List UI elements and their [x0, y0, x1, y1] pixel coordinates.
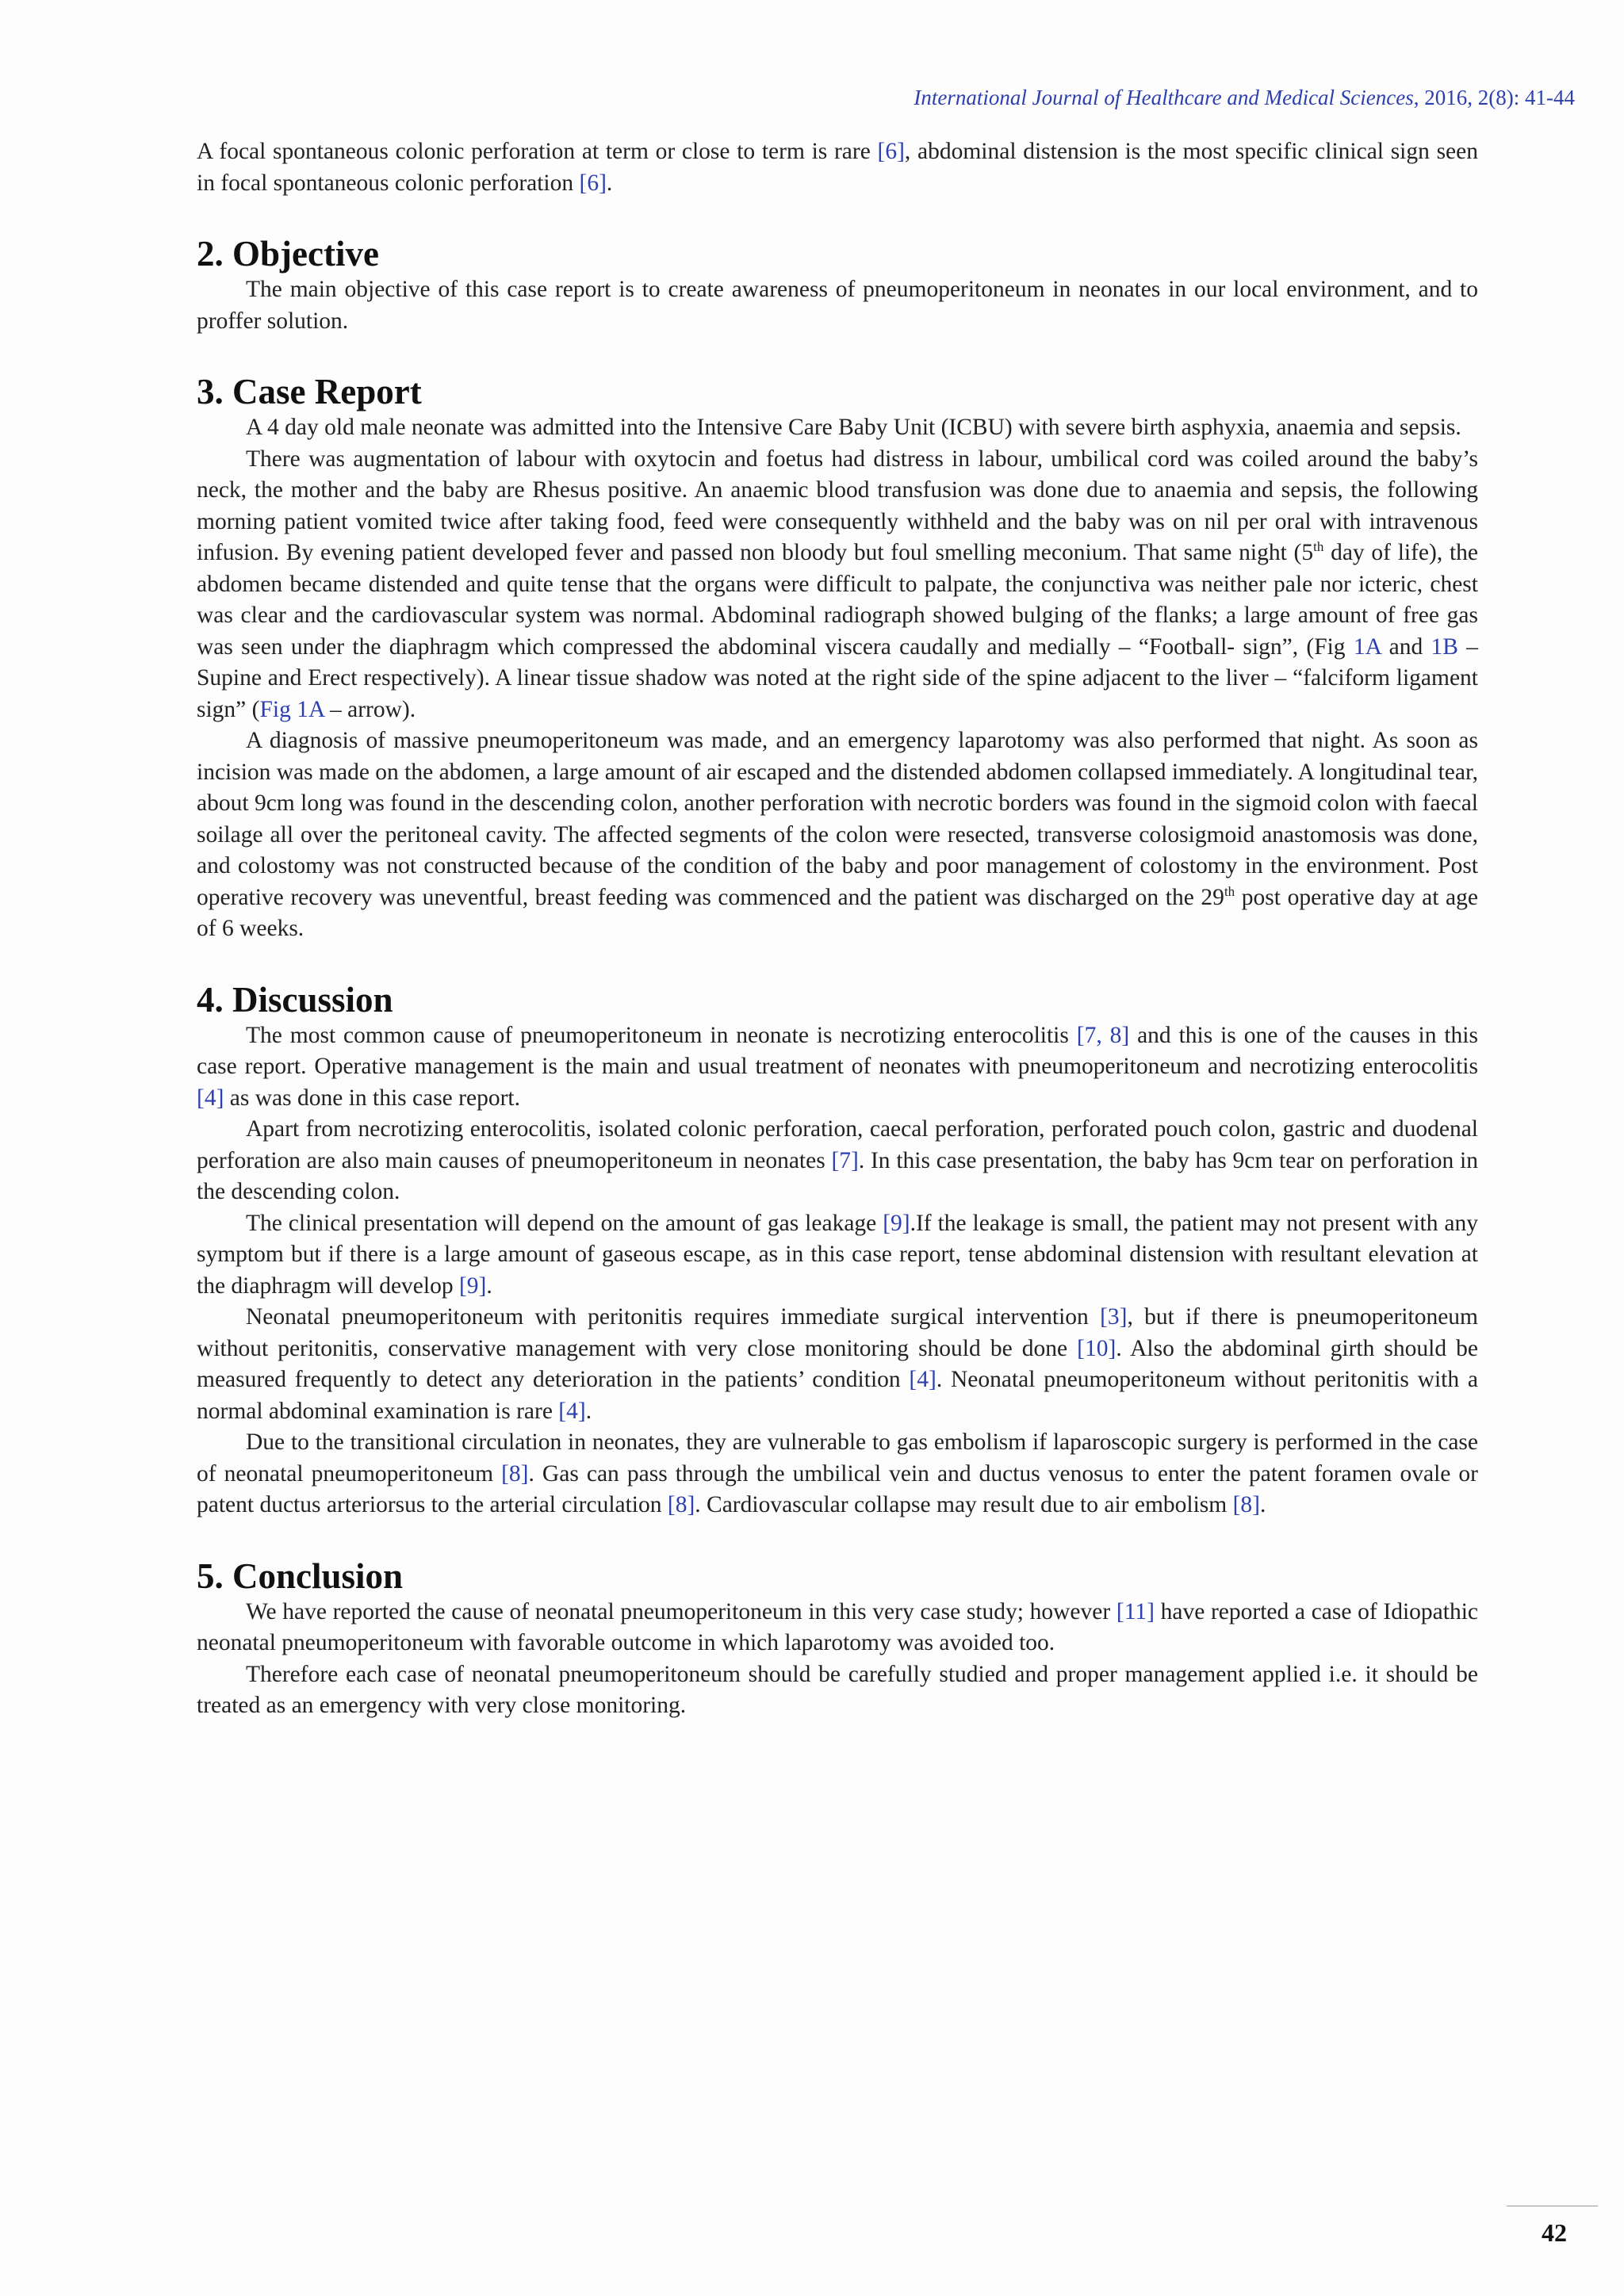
reference-link[interactable]: [4] — [909, 1367, 936, 1392]
text: and — [1381, 633, 1431, 660]
text: . — [606, 170, 613, 196]
text: Apart from necrotizing enterocolitis, isolated colonic perforation, caecal perforation, perforated pouch colon, gastric and duodenal perforation are also main causes of pneumoperitoneum in neonates — [197, 1116, 1478, 1173]
page-number: 42 — [1542, 2218, 1567, 2247]
text: day of life), the abdomen became distended and quite tense that the organs were difficult to palpate, the conjunctiva was neither pale nor icteric, chest was clear and the cardiovascular system was normal. Abdominal radiograph showed bulging of the flanks; a large amount of free gas was seen under the diaphragm which compressed the abdominal viscera caudally and medially – “Football- sign”, (Fig — [197, 540, 1479, 660]
reference-link[interactable]: [3] — [1100, 1304, 1128, 1330]
discussion-paragraph-5 — [197, 1427, 1478, 1521]
figure-link[interactable]: Fig 1A — [259, 696, 324, 722]
text: A focal spontaneous colonic perforation at term or close to term is rare — [197, 139, 878, 164]
journal-citation: , 2016, 2(8): 41-44 — [1413, 86, 1575, 109]
text: as was done in this case report. — [224, 1085, 520, 1111]
reference-link[interactable]: [8] — [501, 1460, 529, 1487]
superscript: th — [1224, 883, 1235, 899]
figure-link[interactable]: 1A — [1353, 633, 1381, 660]
section-heading-objective: 2. Objective — [197, 234, 379, 274]
reference-link[interactable]: [4] — [197, 1085, 224, 1111]
reference-link[interactable]: [4] — [558, 1398, 586, 1424]
text: , but if there is pneumoperitoneum without peritonitis, conservative management with very close monitoring should be done — [197, 1304, 1478, 1361]
discussion-paragraph-1 — [197, 1020, 1478, 1115]
text: – arrow). — [324, 696, 416, 722]
text: . In this case presentation, the baby has 9cm tear on perforation in the descending colon. — [197, 1147, 1478, 1204]
text: We have reported the cause of neonatal pneumoperitoneum in this very case study; however — [246, 1598, 1116, 1624]
reference-link[interactable]: [6] — [579, 170, 607, 196]
text: Due to the transitional circulation in neonates, they are vulnerable to gas embolism if laparoscopic surgery is performed in the case of neonatal pneumoperitoneum — [197, 1429, 1478, 1487]
conclusion-paragraph-2: Therefore each case of neonatal pneumoperitoneum should be carefully studied and proper management applied i.e. it should be treated as an emergency with very close monitoring. — [197, 1661, 1478, 1718]
reference-link[interactable]: [6] — [877, 139, 905, 164]
figure-link[interactable]: 1B — [1431, 633, 1458, 660]
running-header — [914, 86, 1575, 110]
article-body — [197, 136, 1478, 1722]
discussion-paragraph-3 — [197, 1208, 1478, 1303]
text: . — [585, 1398, 592, 1424]
reference-link[interactable]: [7] — [831, 1147, 859, 1173]
text: A diagnosis of massive pneumoperitoneum was made, and an emergency laparotomy was also performed that night. As soon as incision was made on the abdomen, a large amount of air escaped and the distended abdomen collapsed immediately. A longitudinal tear, about 9cm long was found in the descending colon, another perforation with necrotic borders was found in the sigmoid colon with faecal soilage all over the peritoneal cavity. The affected segments of the colon were resected, transverse colosigmoid anastomosis was done, and colostomy was not constructed because of the condition of the baby and poor management of colostomy in the environment. Post operative recovery was uneventful, breast feeding was commenced and the patient was discharged on the 29 — [197, 728, 1478, 910]
reference-link[interactable]: [10] — [1077, 1335, 1116, 1361]
objective-paragraph: The main objective of this case report is to create awareness of pneumoperitoneum in neonates in our local environment, and to proffer solution. — [197, 277, 1478, 334]
text: Neonatal pneumoperitoneum with peritonitis requires immediate surgical intervention — [246, 1304, 1101, 1330]
text: and this is one of the causes in this case report. Operative management is the main and usual treatment of neonates with pneumoperitoneum and necrotizing enterocolitis — [197, 1022, 1478, 1079]
text: .If the leakage is small, the patient may not present with any symptom but if there is a large amount of gaseous escape, as in this case report, tense abdominal distension with resultant elevation at the diaphragm will develop — [197, 1210, 1478, 1299]
section-heading-case-report: 3. Case Report — [197, 372, 422, 411]
journal-title: International Journal of Healthcare and Medical Sciences — [914, 86, 1414, 109]
text: The clinical presentation will depend on the amount of gas leakage — [246, 1210, 883, 1236]
section-heading-conclusion: 5. Conclusion — [197, 1556, 404, 1596]
text: . — [1260, 1492, 1266, 1517]
reference-link[interactable]: [11] — [1116, 1598, 1155, 1624]
case-paragraph-1: A 4 day old male neonate was admitted into the Intensive Care Baby Unit (ICBU) with severe birth asphyxia, anaemia and sepsis. — [246, 415, 1461, 440]
reference-link[interactable]: [7, 8] — [1076, 1022, 1130, 1048]
case-paragraph-3 — [197, 725, 1478, 945]
superscript: th — [1313, 539, 1324, 555]
reference-link[interactable]: [9] — [458, 1272, 487, 1299]
text: , abdominal distension is the most specific clinical sign seen in focal spontaneous colonic perforation — [197, 139, 1478, 196]
text: . — [486, 1272, 492, 1299]
discussion-paragraph-2 — [197, 1114, 1478, 1208]
case-paragraph-2 — [197, 444, 1478, 726]
conclusion-paragraph-1 — [197, 1597, 1478, 1659]
discussion-paragraph-4 — [197, 1302, 1478, 1427]
section-heading-discussion: 4. Discussion — [197, 979, 393, 1020]
text: . Gas can pass through the umbilical vein and ductus venosus to enter the patent foramen ovale or patent ductus arteriorsus to the arterial circulation — [197, 1460, 1478, 1517]
text: . Neonatal pneumoperitoneum without peritonitis with a normal abdominal examination is rare — [197, 1367, 1478, 1424]
text: . Also the abdominal girth should be measured frequently to detect any deterioration in the patients’ condition — [197, 1335, 1479, 1392]
reference-link[interactable]: [8] — [1232, 1492, 1261, 1517]
intro-paragraph — [197, 136, 1478, 199]
text: have reported a case of Idiopathic neonatal pneumoperitoneum with favorable outcome in which laparotomy was avoided too. — [197, 1598, 1478, 1655]
text: The most common cause of pneumoperitoneum in neonate is necrotizing enterocolitis — [246, 1022, 1077, 1048]
text: There was augmentation of labour with oxytocin and foetus had distress in labour, umbilical cord was coiled around the baby’s neck, the mother and the baby are Rhesus positive. An anaemic blood transfusion was done due to anaemia and sepsis, the following morning patient vomited twice after taking food, feed were consequently withheld and the baby was on nil per oral with intravenous infusion. By evening patient developed fever and passed non bloody but foul smelling meconium. That same night (5 — [197, 446, 1478, 565]
text: . Cardiovascular collapse may result due to air embolism — [695, 1492, 1233, 1517]
text: – Supine and Erect respectively). A linear tissue shadow was noted at the right side of the spine adjacent to the liver – “falciform ligament sign” ( — [197, 633, 1479, 722]
reference-link[interactable]: [9] — [883, 1210, 910, 1236]
text: post operative day at age of 6 weeks. — [197, 884, 1478, 941]
reference-link[interactable]: [8] — [667, 1492, 695, 1517]
